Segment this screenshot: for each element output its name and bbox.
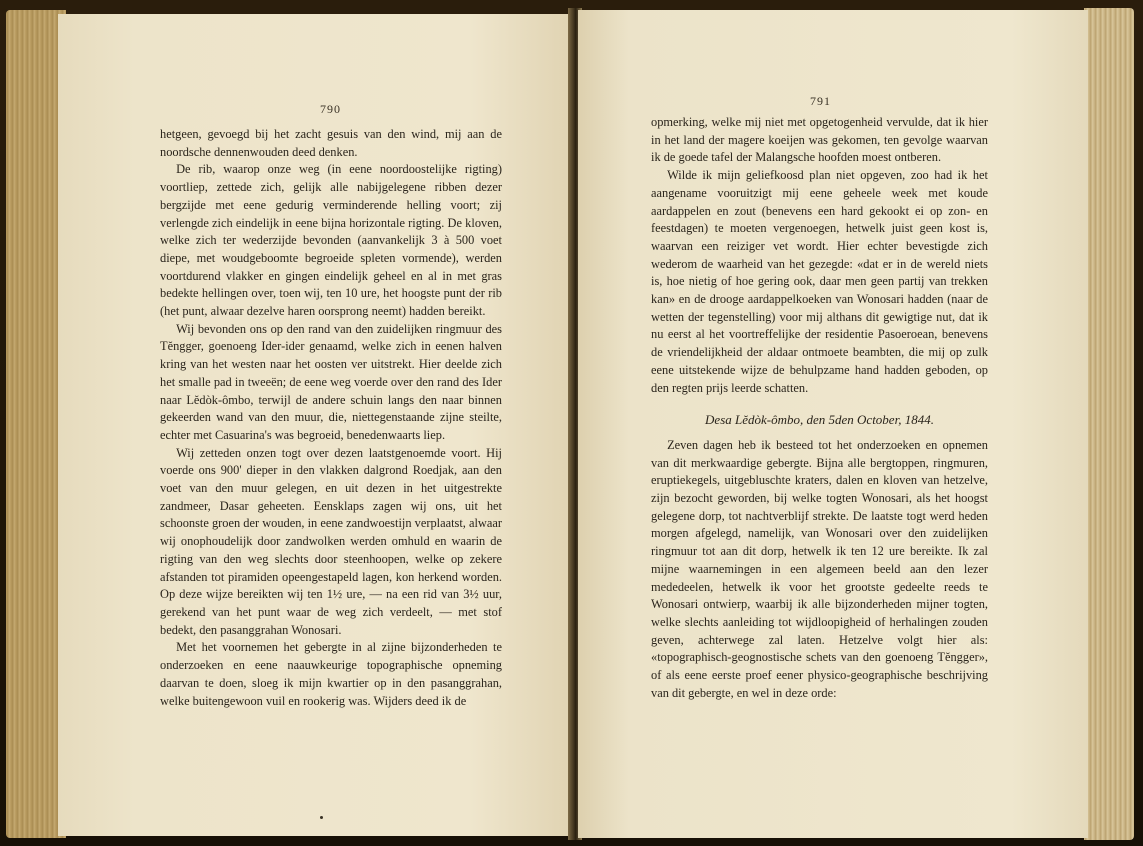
right-page-text [651, 114, 988, 703]
paragraph: De rib, waarop onze weg (in eene noordoostelijke rigting) voortliep, zettede zich, gelijk alle nabijgelegene ribben dezer bergzijde met eene gedurig verminderende helling voort; zij verlengde zich eindelijk in eene bijna horizontale rigting. De kloven, welke zich ter wederzijde bevonden (aanvankelijk 3 à 500 voet diepe, met woudgeboomte begroeide spleten vormende), werden voortdurend vlakker en gingen eindelijk geheel en al in met gras bedekte hellingen over, toen wij, ten 10 ure, het hoogste punt der rib (het punt, alwaar dezelve haren oorsprong neemt) hadden bereikt. [160, 162, 502, 319]
left-page-edges [6, 10, 66, 838]
left-page-number: 790 [320, 102, 341, 116]
paragraph: hetgeen, gevoegd bij het zacht gesuis van den wind, mij aan de noordsche dennenwouden deed denken. [160, 127, 502, 159]
paragraph: Wij zetteden onzen togt over dezen laatstgenoemde voort. Hij voerde ons 900' dieper in den vlakken dalgrond Roedjak, aan den voet van den muur gelegen, en uit dezen in het uitgestrekte zandmeer, Dasar geheeten. Eensklaps zagen wij ons, uit het schoonste groen der wouden, in eene zandwoestijn verplaatst, alwaar wij onophoudelijk door zandwolken werden omhuld en waarin de rigting van den weg slechts door steenhoopen, welke op zekere afstanden tot piramiden opeengestapeld lagen, kon herkend worden. Op deze wijze bereikten wij ten 1½ ure, — na een rid van 3½ uur, gerekend van het punt waar de weg zich verdeelt, — met stof bedekt, den pasanggrahan Wonosari. [160, 445, 502, 637]
paragraph: opmerking, welke mij niet met opgetogenheid vervulde, dat ik hier in het land der magere koeijen was gekomen, ten gevolge waarvan ik de goede tafel der Malangsche hoofden moest ontberen. [651, 115, 988, 165]
paragraph: Met het voornemen het gebergte in al zijne bijzonderheden te onderzoeken en eene naauwkeurige topographische opneming daarvan te doen, sloeg ik mijn kwartier op in den pasanggrahan, welke buitengewoon vuil en rookerig was. Wijders deed ik de [160, 640, 502, 708]
left-page-text [160, 126, 502, 710]
paragraph: Zeven dagen heb ik besteed tot het onderzoeken en opnemen van dit merkwaardige gebergte. Bijna alle bergtoppen, ringmuren, eruptiekegels, uitgebluschte kraters, dalen en kloven van hetzelve, zijn bezocht geworden, bij welke togten Wonosari, als het hoogst gelegene dorp, tot nachtverblijf strekte. De laatste togt werd heden morgen afgelegd, namelijk, van Wonosari over den zuidelijken ringmuur tot aan dit dorp, hetwelk ik ten 12 ure bereikte. Ik zal mijne waarnemingen in een algemeen beeld aan den lezer mededeelen, hetwelk ik voor het grootste gedeelte reeds te Wonosari ontwierp, waarbij ik alle bijzonderheden mijner togten, welke slechts aanleiding tot wijdloopigheid of herhalingen zouden geven, achterwege zal laten. Hetzelve volgt hier als: «topographisch-geognostische schets van den goenoeng Tĕngger», of als eene eerste proef eener physico-geographische beschrijving van dit gebergte, en wel in deze orde: [651, 437, 988, 700]
section-heading: Desa Lĕdòk-ômbo, den 5den October, 1844. [705, 412, 934, 428]
ink-speck [320, 816, 323, 819]
paragraph: Wij bevonden ons op den rand van den zuidelijken ringmuur des Tĕngger, goenoeng Ider-ider genaamd, welke zich in eenen halven kring van het westen naar het oosten ver uitstrekt. Hier deelde zich het smalle pad in tweeën; de eene weg voerde over den rand des Ider naar Lĕdòk-ômbo, terwijl de andere schuin langs den naar binnen gekeerden wand van den muur, die, niettegenstaande zijne steilte, echter met Casuarina's was begroeid, benedenwaarts liep. [160, 321, 502, 442]
right-page-number: 791 [810, 94, 831, 108]
right-page [578, 10, 1088, 838]
left-page [58, 14, 572, 836]
paragraph: Wilde ik mijn geliefkoosd plan niet opgeven, zoo had ik het aangename vooruitzigt mij eene geheele week met koude aardappelen en zout (benevens een hard gekookt ei op zon- en feestdagen) te moeten vergenoegen, hetwelk juist geen kost is, waarvan een reiziger vet wordt. Hier echter bevestigde zich wederom de waarheid van het gezegde: «dat er in de wereld niets is, hoe nietig of hoe gering ook, daar men geen partij van trekken kan» en de drooge aardappelkoeken van Wonosari hadden (naar de wetten der tegenstelling) voor mij althans dit gewigtige nut, dat ik nu eerst al het voortreffelijke der residentie Pasoeroean, benevens de vriendelijkheid der aldaar ontmoete beambten, die mij op zulk eene uitstekende wijze de behulpzame hand hadden geboden, op den regten prijs leerde schatten. [651, 168, 988, 395]
right-page-edges [1084, 8, 1134, 840]
